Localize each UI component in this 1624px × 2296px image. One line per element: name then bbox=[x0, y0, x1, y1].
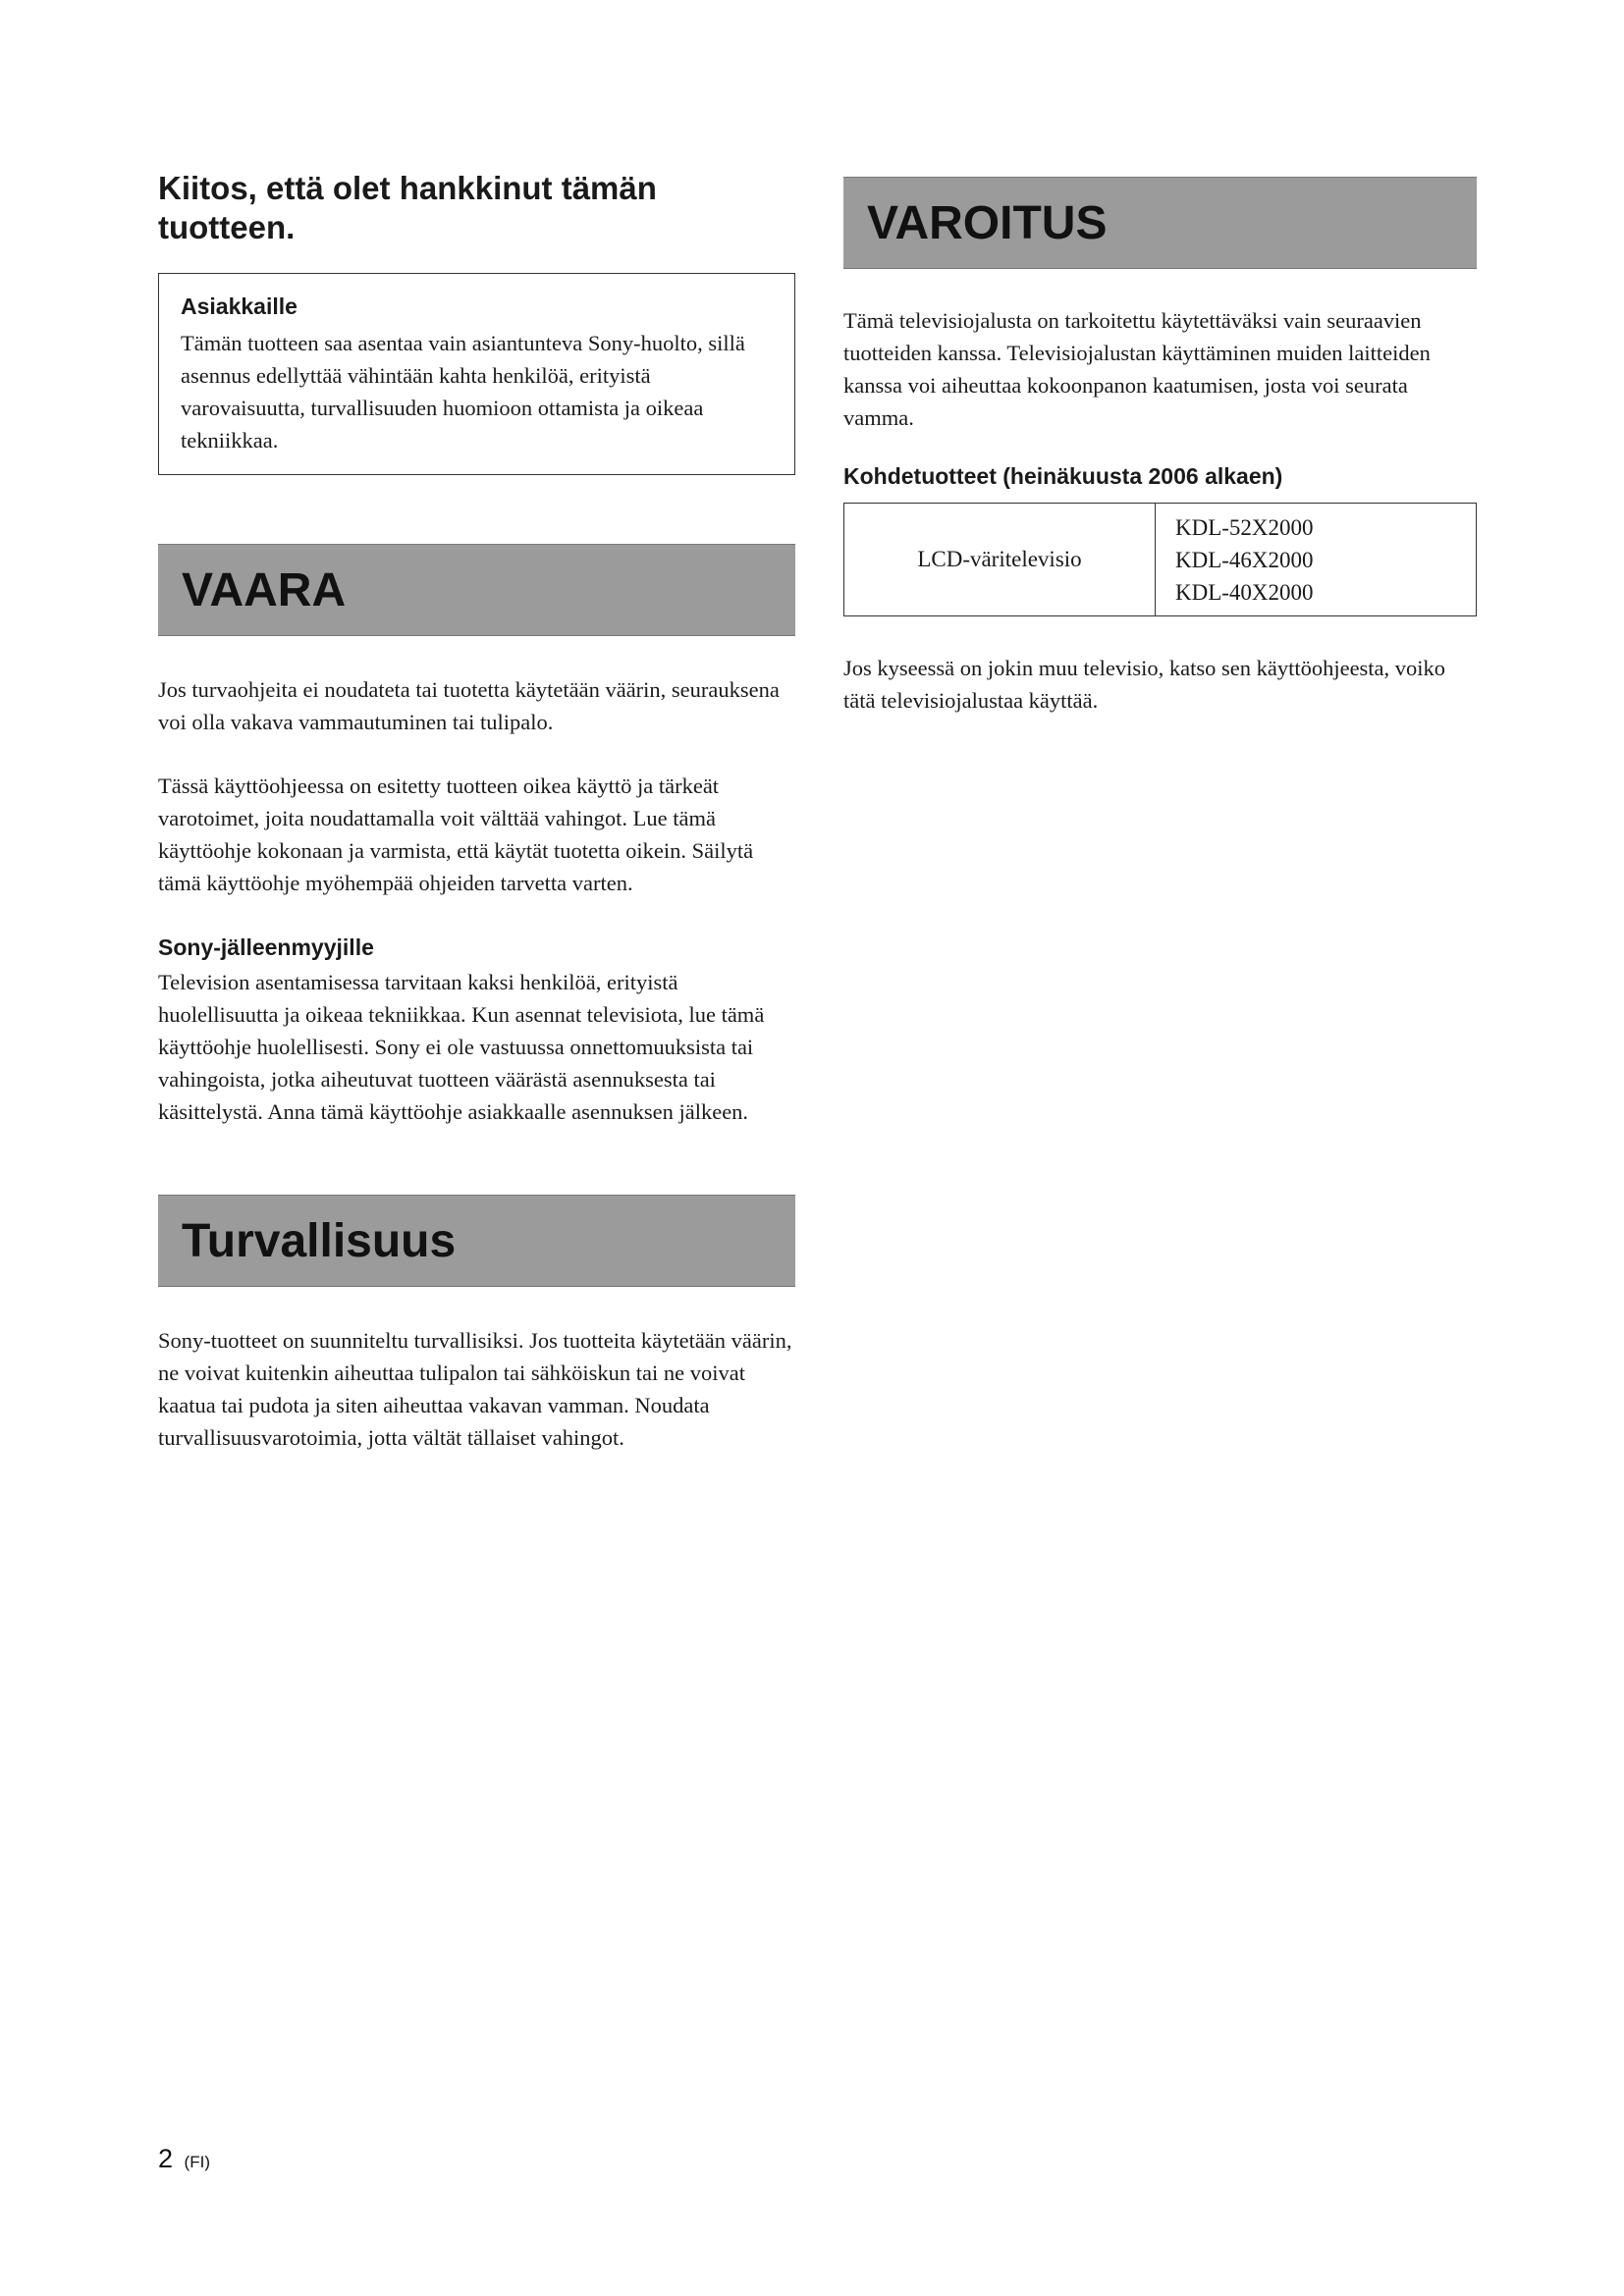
model-item: KDL-52X2000 bbox=[1175, 514, 1314, 540]
danger-text: Jos turvaohjeita ei noudateta tai tuotetta käytetään väärin, seurauksena voi olla vakava vammautuminen tai tulipalo. bbox=[158, 677, 780, 734]
left-column bbox=[158, 169, 795, 1454]
manual-text: Tässä käyttöohjeessa on esitetty tuotteen oikea käyttö ja tärkeät varotoimet, joita noudattamalla voit välttää vahingot. Lue tämä käyttöohje kokonaan ja varmista, että käytät tuotetta oikein. Säilytä tämä käyttöohje myöhempää ohjeiden tarvetta varten. bbox=[158, 774, 754, 895]
page-title: Kiitos, että olet hankkinut tämän tuotteen. bbox=[158, 170, 657, 245]
customers-heading: Asiakkaille bbox=[181, 294, 298, 319]
right-column bbox=[843, 177, 1477, 717]
safety-text: Sony-tuotteet on suunniteltu turvallisiksi. Jos tuotteita käytetään väärin, ne voivat kuitenkin aiheuttaa tulipalon tai sähköiskun tai ne voivat kaatua tai pudota ja siten aiheuttaa vakavan vamman. Noudata turvallisuusvarotoimia, jotta vältät tällaiset vahingot. bbox=[158, 1328, 792, 1450]
customers-text: Tämän tuotteen saa asentaa vain asiantunteva Sony-huolto, sillä asennus edellyttää vähintään kahta henkilöä, erityistä varovaisuutta, turvallisuuden huomioon ottamista ja oikeaa tekniikkaa. bbox=[181, 331, 745, 453]
danger-banner: VAARA bbox=[158, 544, 795, 636]
customers-notice-box bbox=[158, 273, 795, 475]
language-code: (FI) bbox=[184, 2153, 210, 2171]
model-item: KDL-46X2000 bbox=[1175, 547, 1314, 572]
model-item: KDL-40X2000 bbox=[1175, 579, 1314, 605]
products-table bbox=[843, 503, 1477, 616]
dealers-text: Television asentamisessa tarvitaan kaksi henkilöä, erityistä huolellisuutta ja oikeaa tekniikkaa. Kun asennat televisiota, lue tämä käyttöohje huolellisesti. Sony ei ole vastuussa onnettomuuksista tai vahingoista, jotka aiheutuvat tuotteen väärästä asennuksesta tai käsittelystä. Anna tämä käyttöohje asiakkaalle asennuksen jälkeen. bbox=[158, 970, 765, 1124]
table-row bbox=[844, 504, 1477, 616]
warning-banner: VAROITUS bbox=[843, 177, 1477, 269]
warning-text: Tämä televisiojalusta on tarkoitettu käytettäväksi vain seuraavien tuotteiden kanssa. Televisiojalustan käyttäminen muiden laitteiden kanssa voi aiheuttaa kokoonpanon kaatumisen, josta voi seurata vamma. bbox=[843, 308, 1431, 430]
page-number: 2 bbox=[158, 2144, 174, 2173]
product-models-cell bbox=[1156, 504, 1477, 616]
page-footer bbox=[158, 2144, 210, 2174]
safety-banner: Turvallisuus bbox=[158, 1195, 795, 1287]
products-heading: Kohdetuotteet (heinäkuusta 2006 alkaen) bbox=[843, 463, 1283, 489]
other-tv-text: Jos kyseessä on jokin muu televisio, katso sen käyttöohjeesta, voiko tätä televisiojalustaa käyttää. bbox=[843, 656, 1446, 713]
product-type-cell: LCD-väritelevisio bbox=[844, 504, 1156, 616]
dealers-heading: Sony-jälleenmyyjille bbox=[158, 934, 374, 960]
